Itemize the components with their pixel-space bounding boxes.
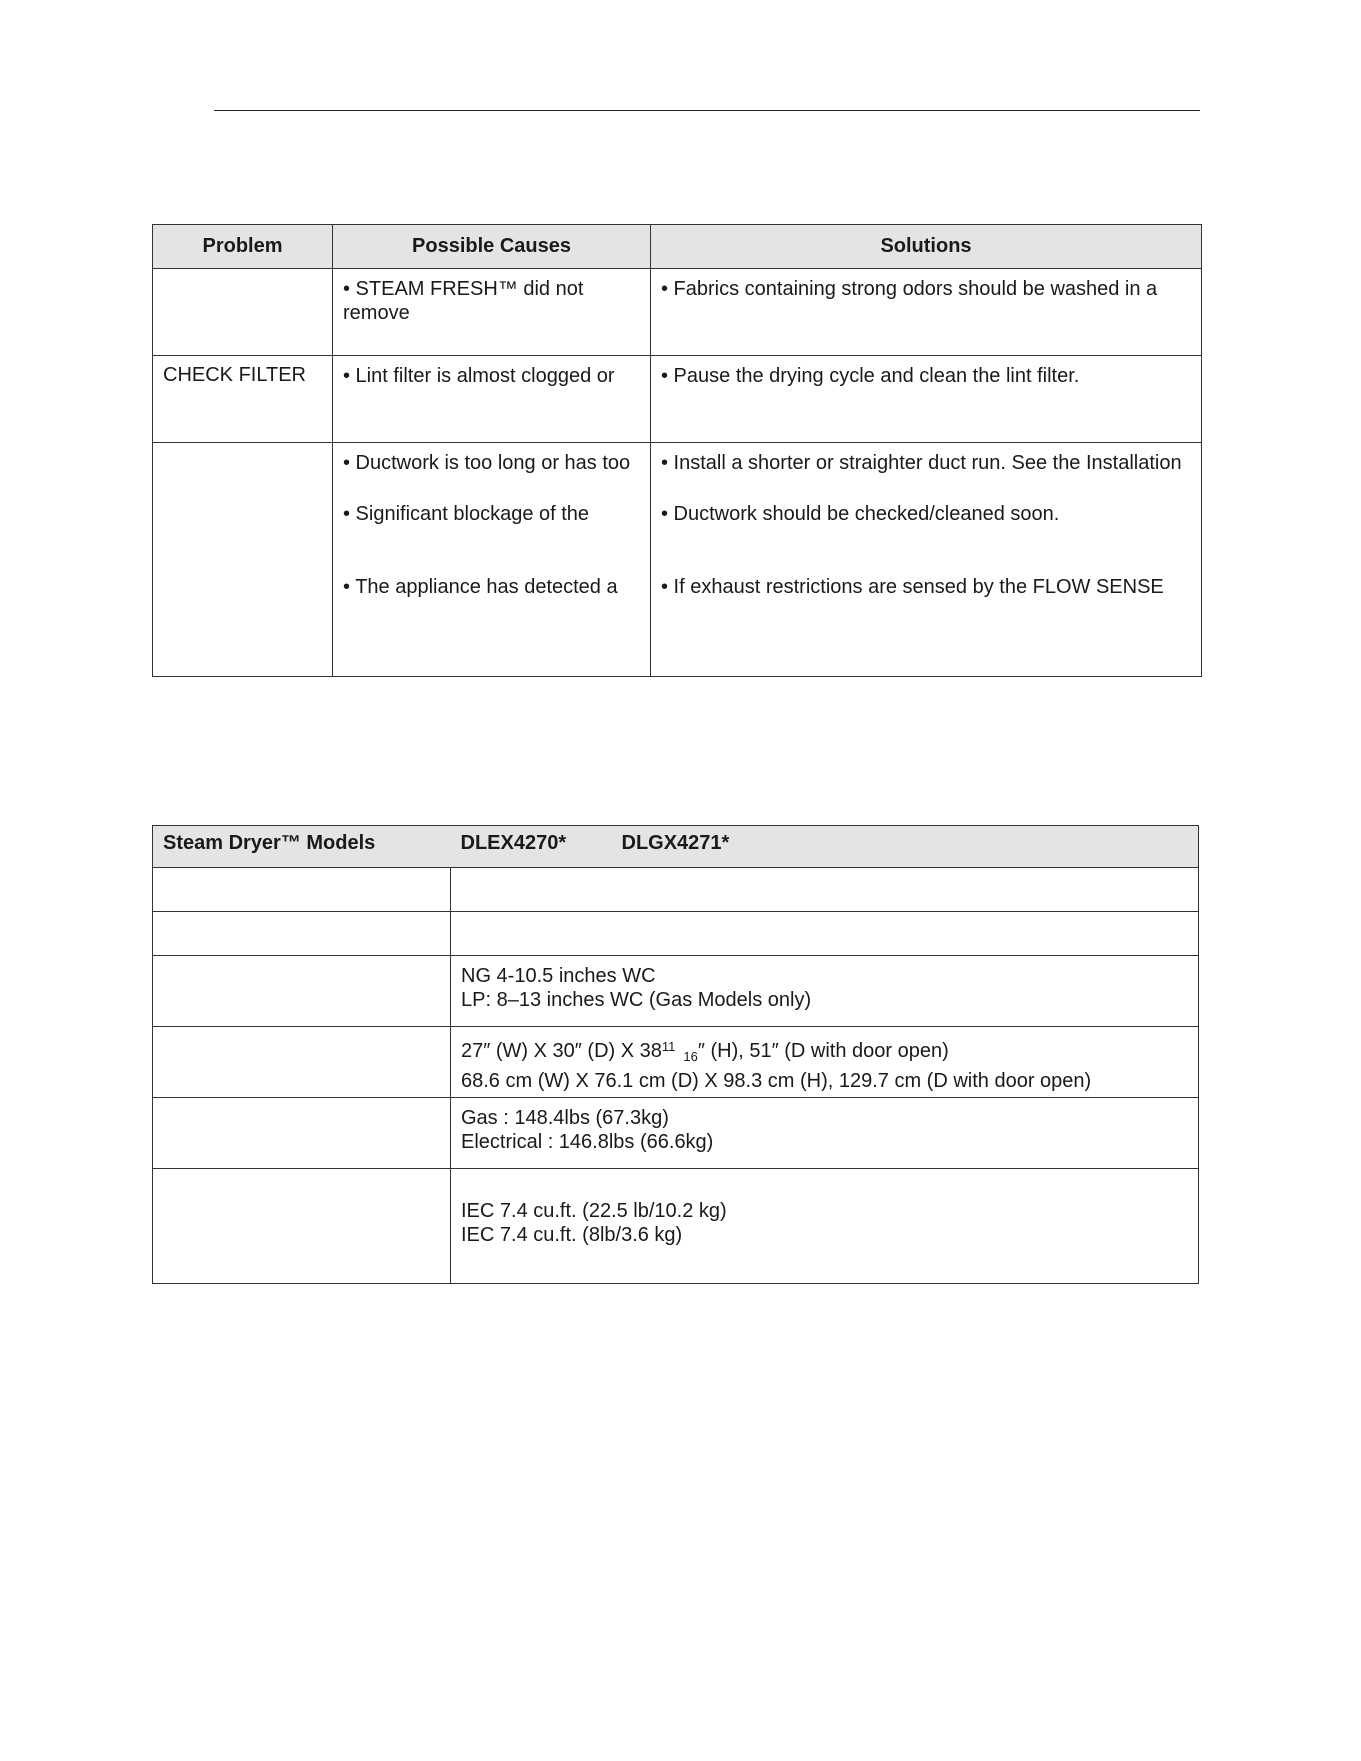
causes-cell (333, 269, 651, 356)
dimensions-metric: 68.6 cm (W) X 76.1 cm (D) X 98.3 cm (H), 129.7 cm (D with door open) (461, 1070, 1092, 1092)
table-row (153, 912, 1199, 956)
solutions-cell (651, 443, 1202, 677)
cause-text: • Significant blockage of the (343, 503, 590, 525)
solution-text: • Install a shorter or straighter duct run. See the Installation (661, 452, 1182, 474)
table-row (153, 443, 1202, 677)
causes-cell (333, 443, 651, 677)
problem-cell: CHECK FILTER (153, 356, 333, 443)
table-row (153, 1098, 1199, 1169)
cause-text: • STEAM FRESH™ did not remove (343, 278, 584, 324)
solution-text: • Ductwork should be checked/cleaned soon. (661, 503, 1060, 525)
solutions-cell (651, 269, 1202, 356)
solution-text: • Pause the drying cycle and clean the lint filter. (661, 365, 1080, 387)
dimensions-imperial (461, 1035, 1188, 1069)
fraction-denominator: 16 (683, 1049, 698, 1064)
solution-text: • Fabrics containing strong odors should be washed in a (661, 278, 1158, 300)
spec-label-cell (153, 868, 451, 912)
gas-pressure-ng: NG 4-10.5 inches WC (461, 965, 656, 987)
specs-header-row (153, 826, 1199, 868)
header-solutions: Solutions (651, 225, 1202, 269)
spec-label-cell (153, 1027, 451, 1098)
table-row (153, 1027, 1199, 1098)
capacity-line-1: IEC 7.4 cu.ft. (22.5 lb/10.2 kg) (461, 1200, 727, 1222)
table-row (153, 356, 1202, 443)
troubleshooting-table (152, 224, 1202, 677)
solution-text: • If exhaust restrictions are sensed by the FLOW SENSE (661, 576, 1164, 598)
solutions-cell (651, 356, 1202, 443)
spec-label-cell (153, 956, 451, 1027)
cause-text: • Lint filter is almost clogged or (343, 365, 615, 387)
causes-cell (333, 356, 651, 443)
model-gas: DLGX4271* (621, 832, 730, 854)
weight-cell (451, 1098, 1199, 1169)
capacity-cell (451, 1169, 1199, 1284)
table-row (153, 269, 1202, 356)
problem-cell (153, 443, 333, 677)
header-problem: Problem (153, 225, 333, 269)
spec-value-cell (451, 868, 1199, 912)
table-header-row (153, 225, 1202, 269)
cause-text: • The appliance has detected a (343, 576, 618, 598)
header-possible-causes: Possible Causes (333, 225, 651, 269)
table-row (153, 868, 1199, 912)
specs-header-models (451, 826, 1199, 868)
weight-electrical: Electrical : 146.8lbs (66.6kg) (461, 1131, 714, 1153)
dimensions-cell (451, 1027, 1199, 1098)
table-row (153, 956, 1199, 1027)
spec-label-cell (153, 1169, 451, 1284)
gas-pressure-cell (451, 956, 1199, 1027)
dimensions-imperial-part: 27″ (W) X 30″ (D) X 38 (461, 1040, 662, 1062)
capacity-line-2: IEC 7.4 cu.ft. (8lb/3.6 kg) (461, 1224, 683, 1246)
spec-label-cell (153, 912, 451, 956)
cause-text: • Ductwork is too long or has too (343, 452, 631, 474)
spec-value-cell (451, 912, 1199, 956)
gas-pressure-lp: LP: 8–13 inches WC (Gas Models only) (461, 989, 812, 1011)
weight-gas: Gas : 148.4lbs (67.3kg) (461, 1107, 669, 1129)
specs-header-label: Steam Dryer™ Models (153, 826, 451, 868)
problem-cell (153, 269, 333, 356)
specifications-table (152, 825, 1199, 1284)
table-row (153, 1169, 1199, 1284)
spec-label-cell (153, 1098, 451, 1169)
header-rule (214, 110, 1200, 111)
fraction-numerator: 11 (661, 1039, 676, 1054)
model-electric: DLEX4270* (460, 832, 567, 854)
dimensions-imperial-rest: ″ (H), 51″ (D with door open) (697, 1040, 949, 1062)
